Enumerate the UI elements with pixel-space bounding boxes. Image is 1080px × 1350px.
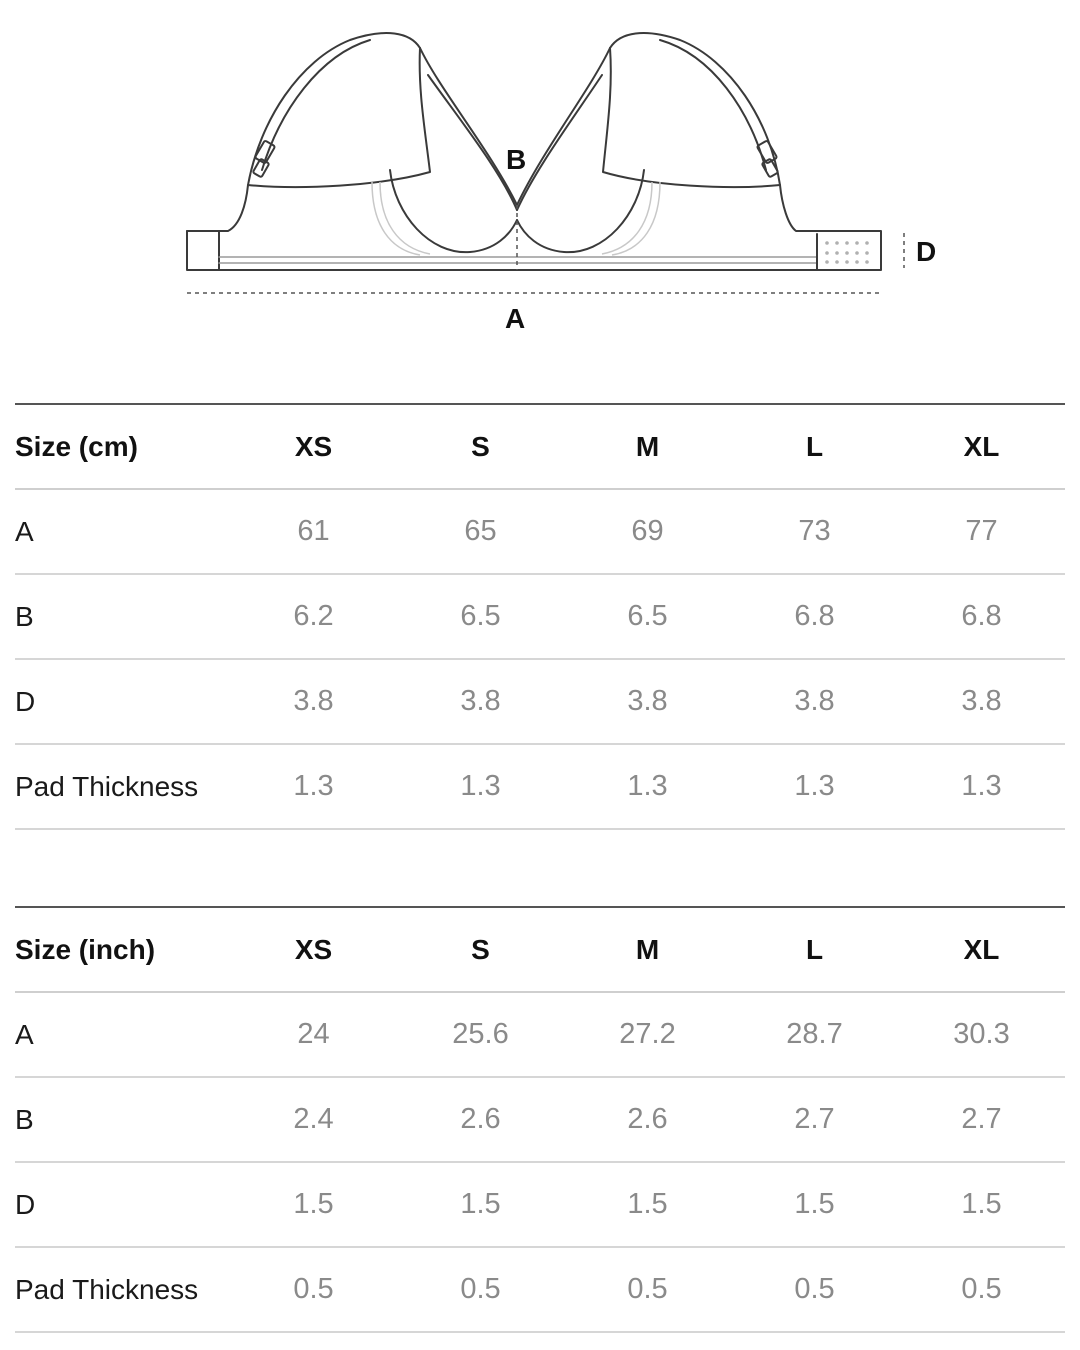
- table-cell: 1.5: [460, 1188, 501, 1220]
- table-header-row: [15, 404, 1065, 489]
- column-header-m: M: [635, 933, 660, 965]
- column-header-xl: XL: [963, 933, 1000, 965]
- table-cell: 3.8: [961, 685, 1002, 717]
- row-label: B: [15, 1103, 34, 1135]
- column-header-size: Size (cm): [15, 430, 138, 462]
- column-header-xs: XS: [294, 933, 333, 965]
- table-cell: 0.5: [794, 1273, 835, 1305]
- table-cell: 6.8: [794, 600, 835, 632]
- table-row: [15, 1162, 1065, 1247]
- table-row: [15, 659, 1065, 744]
- table-cell: 61: [297, 515, 330, 547]
- table-cell: 1.5: [961, 1188, 1002, 1220]
- table-cell: 77: [965, 515, 998, 547]
- table-cell: 2.7: [961, 1103, 1002, 1135]
- table-row: [15, 1077, 1065, 1162]
- size-table-inch: [15, 906, 1065, 1333]
- table-cell: 24: [297, 1018, 330, 1050]
- column-header-xl: XL: [963, 430, 1000, 462]
- column-header-l: L: [805, 430, 824, 462]
- table-cell: 25.6: [452, 1018, 509, 1050]
- table-cell: 3.8: [794, 685, 835, 717]
- row-label: A: [15, 515, 34, 547]
- table-cell: 69: [631, 515, 664, 547]
- table-cell: 27.2: [619, 1018, 676, 1050]
- row-label: D: [15, 1188, 36, 1220]
- row-label: D: [15, 685, 36, 717]
- table-cell: 0.5: [627, 1273, 668, 1305]
- row-label: Pad Thickness: [15, 1273, 199, 1305]
- table-cell: 1.3: [961, 770, 1002, 802]
- column-header-s: S: [471, 933, 490, 965]
- table-cell: 1.3: [293, 770, 334, 802]
- table-row: [15, 489, 1065, 574]
- table-row: [15, 1247, 1065, 1332]
- size-table-cm: [15, 403, 1065, 830]
- table-cell: 3.8: [627, 685, 668, 717]
- table-cell: 6.8: [961, 600, 1002, 632]
- table-cell: 30.3: [953, 1018, 1010, 1050]
- row-label: B: [15, 600, 34, 632]
- table-row: [15, 744, 1065, 829]
- table-cell: 28.7: [786, 1018, 843, 1050]
- table-cell: 6.2: [293, 600, 334, 632]
- table-row: [15, 574, 1065, 659]
- table-cell: 6.5: [627, 600, 668, 632]
- bra-illustration: [0, 0, 1080, 350]
- table-cell: 0.5: [961, 1273, 1002, 1305]
- row-label: Pad Thickness: [15, 770, 199, 802]
- table-cell: 1.3: [794, 770, 835, 802]
- table-cell: 1.5: [293, 1188, 334, 1220]
- table-cell: 6.5: [460, 600, 501, 632]
- label-a: A: [505, 303, 526, 334]
- table-cell: 2.4: [293, 1103, 334, 1135]
- table-cell: 1.3: [627, 770, 668, 802]
- table-cell: 2.6: [627, 1103, 668, 1135]
- table-cell: 3.8: [460, 685, 501, 717]
- table-cell: 73: [798, 515, 831, 547]
- label-b: B: [506, 144, 527, 175]
- column-header-size: Size (inch): [15, 933, 156, 965]
- column-header-m: M: [635, 430, 660, 462]
- table-cell: 65: [464, 515, 497, 547]
- table-cell: 2.6: [460, 1103, 501, 1135]
- table-cell: 0.5: [460, 1273, 501, 1305]
- table-cell: 1.5: [794, 1188, 835, 1220]
- column-header-xs: XS: [294, 430, 333, 462]
- table-cell: 0.5: [293, 1273, 334, 1305]
- column-header-l: L: [805, 933, 824, 965]
- table-cell: 2.7: [794, 1103, 835, 1135]
- table-cell: 1.3: [460, 770, 501, 802]
- table-cell: 1.5: [627, 1188, 668, 1220]
- bra-measurement-diagram: [0, 0, 1080, 350]
- column-header-s: S: [471, 430, 490, 462]
- label-d: D: [916, 236, 937, 267]
- table-header-row: [15, 907, 1065, 992]
- table-cell: 3.8: [293, 685, 334, 717]
- row-label: A: [15, 1018, 34, 1050]
- table-row: [15, 992, 1065, 1077]
